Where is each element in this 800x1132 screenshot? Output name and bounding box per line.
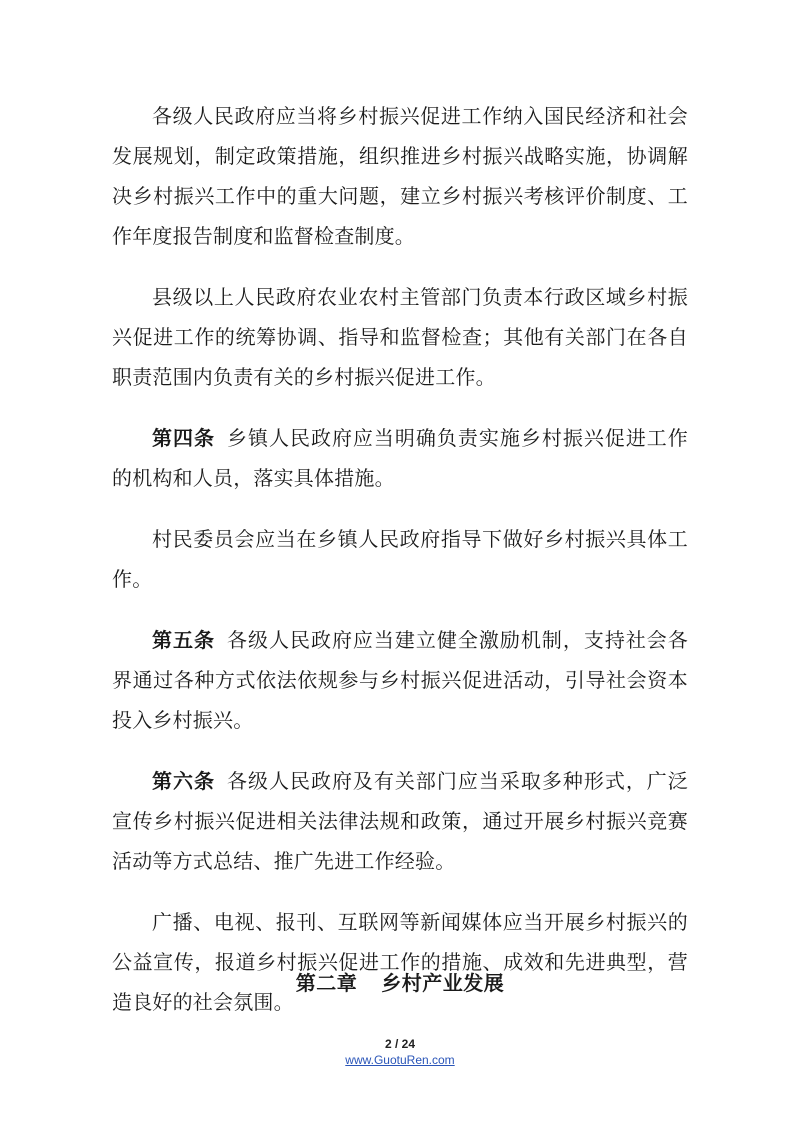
chapter-heading bbox=[0, 963, 800, 1003]
paragraph-text: 各级人民政府及有关部门应当采取多种形式，广泛宣传乡村振兴促进相关法律法规和政策，通过开展乡村振兴竞赛活动等方式总结、推广先进工作经验。 bbox=[112, 769, 688, 873]
paragraph bbox=[112, 96, 688, 256]
article-number: 第四条 bbox=[152, 426, 215, 450]
chapter-number: 第二章 bbox=[295, 971, 358, 995]
article-number: 第五条 bbox=[152, 628, 215, 652]
paragraph bbox=[112, 519, 688, 599]
page-footer bbox=[0, 1036, 800, 1068]
website-link[interactable]: www.GuotuRen.com bbox=[345, 1053, 455, 1067]
paragraph bbox=[112, 418, 688, 498]
paragraph-text: 县级以上人民政府农业农村主管部门负责本行政区域乡村振兴促进工作的统筹协调、指导和监督检查；其他有关部门在各自职责范围内负责有关的乡村振兴促进工作。 bbox=[112, 285, 688, 389]
article-number: 第六条 bbox=[152, 769, 215, 793]
paragraph bbox=[112, 902, 688, 1022]
chapter-title: 乡村产业发展 bbox=[381, 971, 505, 995]
page-number: 2 / 24 bbox=[384, 1037, 416, 1051]
document-body bbox=[112, 96, 688, 1043]
paragraph-text: 各级人民政府应当建立健全激励机制，支持社会各界通过各种方式依法依规参与乡村振兴促进活动，引导社会资本投入乡村振兴。 bbox=[112, 628, 688, 732]
paragraph bbox=[112, 277, 688, 397]
paragraph-text: 乡镇人民政府应当明确负责实施乡村振兴促进工作的机构和人员，落实具体措施。 bbox=[112, 426, 688, 490]
paragraph bbox=[112, 620, 688, 740]
paragraph-text: 各级人民政府应当将乡村振兴促进工作纳入国民经济和社会发展规划，制定政策措施，组织推进乡村振兴战略实施，协调解决乡村振兴工作中的重大问题，建立乡村振兴考核评价制度、工作年度报告制度和监督检查制度。 bbox=[112, 104, 688, 248]
paragraph-text: 广播、电视、报刊、互联网等新闻媒体应当开展乡村振兴的公益宣传，报道乡村振兴促进工作的措施、成效和先进典型，营造良好的社会氛围。 bbox=[112, 910, 688, 1014]
paragraph-text: 村民委员会应当在乡镇人民政府指导下做好乡村振兴具体工作。 bbox=[112, 527, 688, 591]
paragraph bbox=[112, 761, 688, 881]
